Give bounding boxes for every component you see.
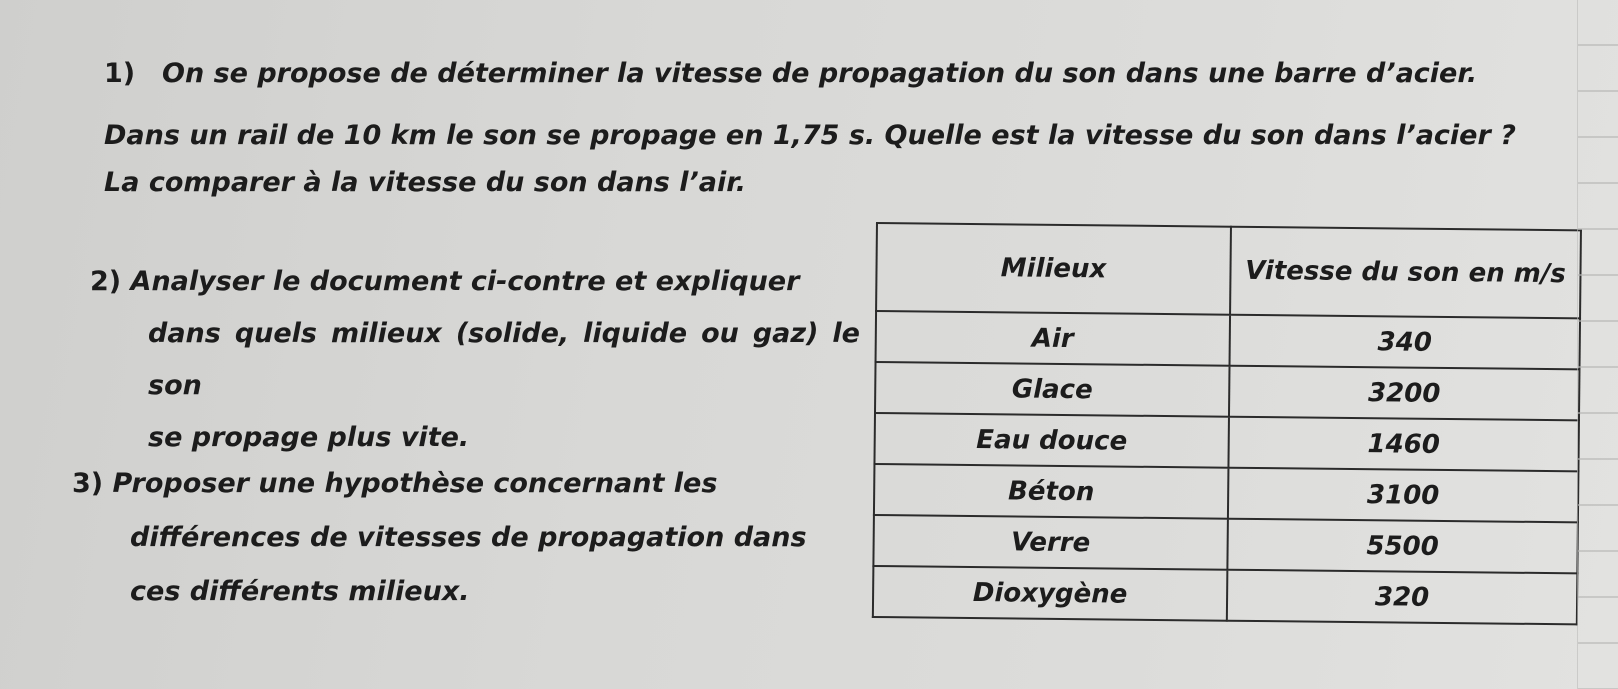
- question-3-number: 3): [72, 468, 104, 499]
- question-2-number: 2): [90, 266, 122, 297]
- speed-cell: 340: [1230, 315, 1581, 370]
- header-milieux: Milieux: [876, 223, 1231, 315]
- table-row: [874, 464, 1578, 522]
- sound-speed-table: [872, 222, 1582, 625]
- question-2-line-3: se propage plus vite.: [148, 422, 470, 453]
- medium-cell: Eau douce: [874, 413, 1229, 468]
- speed-cell: 320: [1227, 570, 1578, 625]
- medium-cell: Air: [876, 311, 1231, 366]
- medium-cell: Glace: [875, 362, 1230, 417]
- question-2-line-1: Analyser le document ci-contre et expliquer: [130, 266, 800, 297]
- notebook-edge: [1577, 0, 1618, 689]
- question-3-line-1: Proposer une hypothèse concernant les: [112, 468, 718, 499]
- header-vitesse: Vitesse du son en m/s: [1230, 227, 1581, 319]
- question-1-title: On se propose de déterminer la vitesse de propagation du son dans une barre d’acier.: [162, 58, 1478, 89]
- question-1-number: 1): [104, 58, 136, 89]
- medium-cell: Béton: [874, 464, 1229, 519]
- question-3: [72, 457, 860, 619]
- speed-cell: 3200: [1229, 366, 1580, 421]
- table-header-row: [876, 223, 1581, 318]
- question-3-line-3: ces différents milieux.: [130, 576, 470, 607]
- question-2-line-2: dans quels milieux (solide, liquide ou gaz) le son: [148, 318, 860, 401]
- table-row: [873, 515, 1577, 573]
- question-1-body: Dans un rail de 10 km le son se propage en 1,75 s. Quelle est la vitesse du son dans l’acier ? La comparer à la vitesse du son dans l’air.: [104, 120, 1516, 198]
- question-3-line-2: différences de vitesses de propagation dans: [130, 522, 807, 553]
- medium-cell: Verre: [873, 515, 1228, 570]
- question-2: [90, 256, 860, 464]
- table-row: [876, 311, 1580, 369]
- medium-cell: Dioxygène: [873, 566, 1228, 621]
- speed-cell: 5500: [1227, 519, 1578, 574]
- speed-cell: 1460: [1228, 417, 1579, 472]
- table-row: [875, 362, 1579, 420]
- speed-cell: 3100: [1228, 468, 1579, 523]
- table-row: [873, 566, 1577, 624]
- table-row: [874, 413, 1578, 471]
